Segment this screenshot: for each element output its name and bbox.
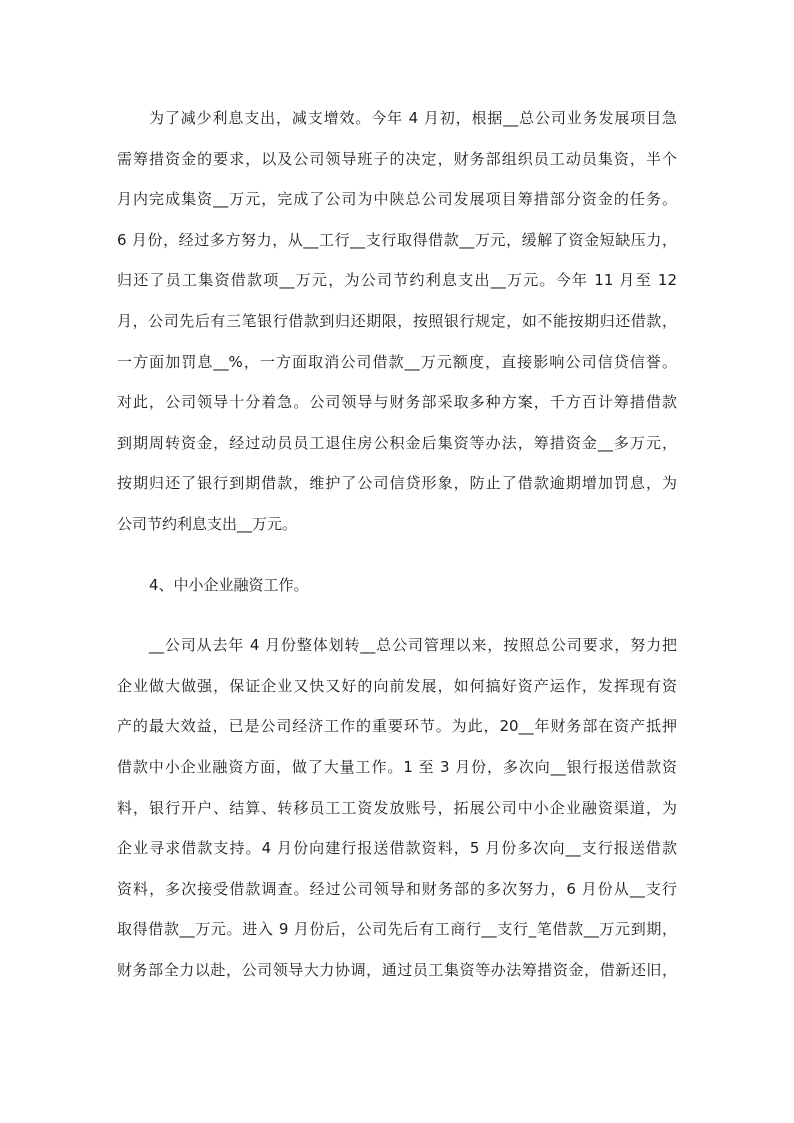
paragraph-line: 按期归还了银行到期借款，维护了公司信贷形象，防止了借款逾期增加罚息，为: [117, 474, 677, 493]
paragraph-line: 借款中小企业融资方面，做了大量工作。1 至 3 月份，多次向__银行报送借款资: [117, 757, 677, 776]
section-heading: 4、中小企业融资工作。: [149, 575, 309, 594]
paragraph-spacer: [117, 545, 677, 565]
paragraph-spacer: [117, 605, 677, 625]
paragraph-2: [117, 625, 677, 990]
paragraph-1: [117, 98, 677, 545]
paragraph-line: 月，公司先后有三笔银行借款到归还期限，按照银行规定，如不能按期归还借款，: [117, 311, 677, 330]
paragraph-line: 资料，多次接受借款调查。经过公司领导和财务部的多次努力，6 月份从__支行: [117, 879, 677, 898]
paragraph-line: 企业做大做强，保证企业又快又好的向前发展，如何搞好资产运作，发挥现有资: [117, 676, 677, 695]
paragraph-line: 企业寻求借款支持。4 月份向建行报送借款资料，5 月份多次向__支行报送借款: [117, 839, 677, 858]
document-body: [117, 98, 677, 990]
paragraph-line: 需筹措资金的要求，以及公司领导班子的决定，财务部组织员工动员集资，半个: [117, 149, 677, 168]
paragraph-line: 到期周转资金，经过动员员工退住房公积金后集资等办法，筹措资金__多万元，: [117, 433, 677, 452]
paragraph-line: 料，银行开户、结算、转移员工工资发放账号，拓展公司中小企业融资渠道，为: [117, 798, 677, 817]
paragraph-line: 取得借款__万元。进入 9 月份后，公司先后有工商行__支行_笔借款__万元到期，: [117, 920, 677, 939]
paragraph-line: 为了减少利息支出，减支增效。今年 4 月初，根据__总公司业务发展项目急: [149, 109, 677, 127]
paragraph-line: 财务部全力以赴，公司领导大力协调，通过员工集资等办法筹措资金，借新还旧，: [117, 960, 677, 979]
paragraph-line: 公司节约利息支出__万元。: [117, 514, 298, 533]
paragraph-line: 一方面加罚息__%，一方面取消公司借款__万元额度，直接影响公司信贷信誉。: [117, 352, 677, 371]
paragraph-line: __公司从去年 4 月份整体划转__总公司管理以来，按照总公司要求，努力把: [149, 636, 677, 655]
paragraph-line: 产的最大效益，已是公司经济工作的重要环节。为此，20__年财务部在资产抵押: [117, 717, 677, 736]
paragraph-line: 归还了员工集资借款项__万元，为公司节约利息支出__万元。今年 11 月至 12: [117, 271, 677, 290]
paragraph-line: 对此，公司领导十分着急。公司领导与财务部采取多种方案，千方百计筹措借款: [117, 393, 677, 412]
paragraph-line: 6 月份，经过多方努力，从__工行__支行取得借款__万元，缓解了资金短缺压力，: [117, 230, 677, 249]
paragraph-line: 月内完成集资__万元，完成了公司为中陕总公司发展项目筹措部分资金的任务。: [117, 190, 677, 209]
